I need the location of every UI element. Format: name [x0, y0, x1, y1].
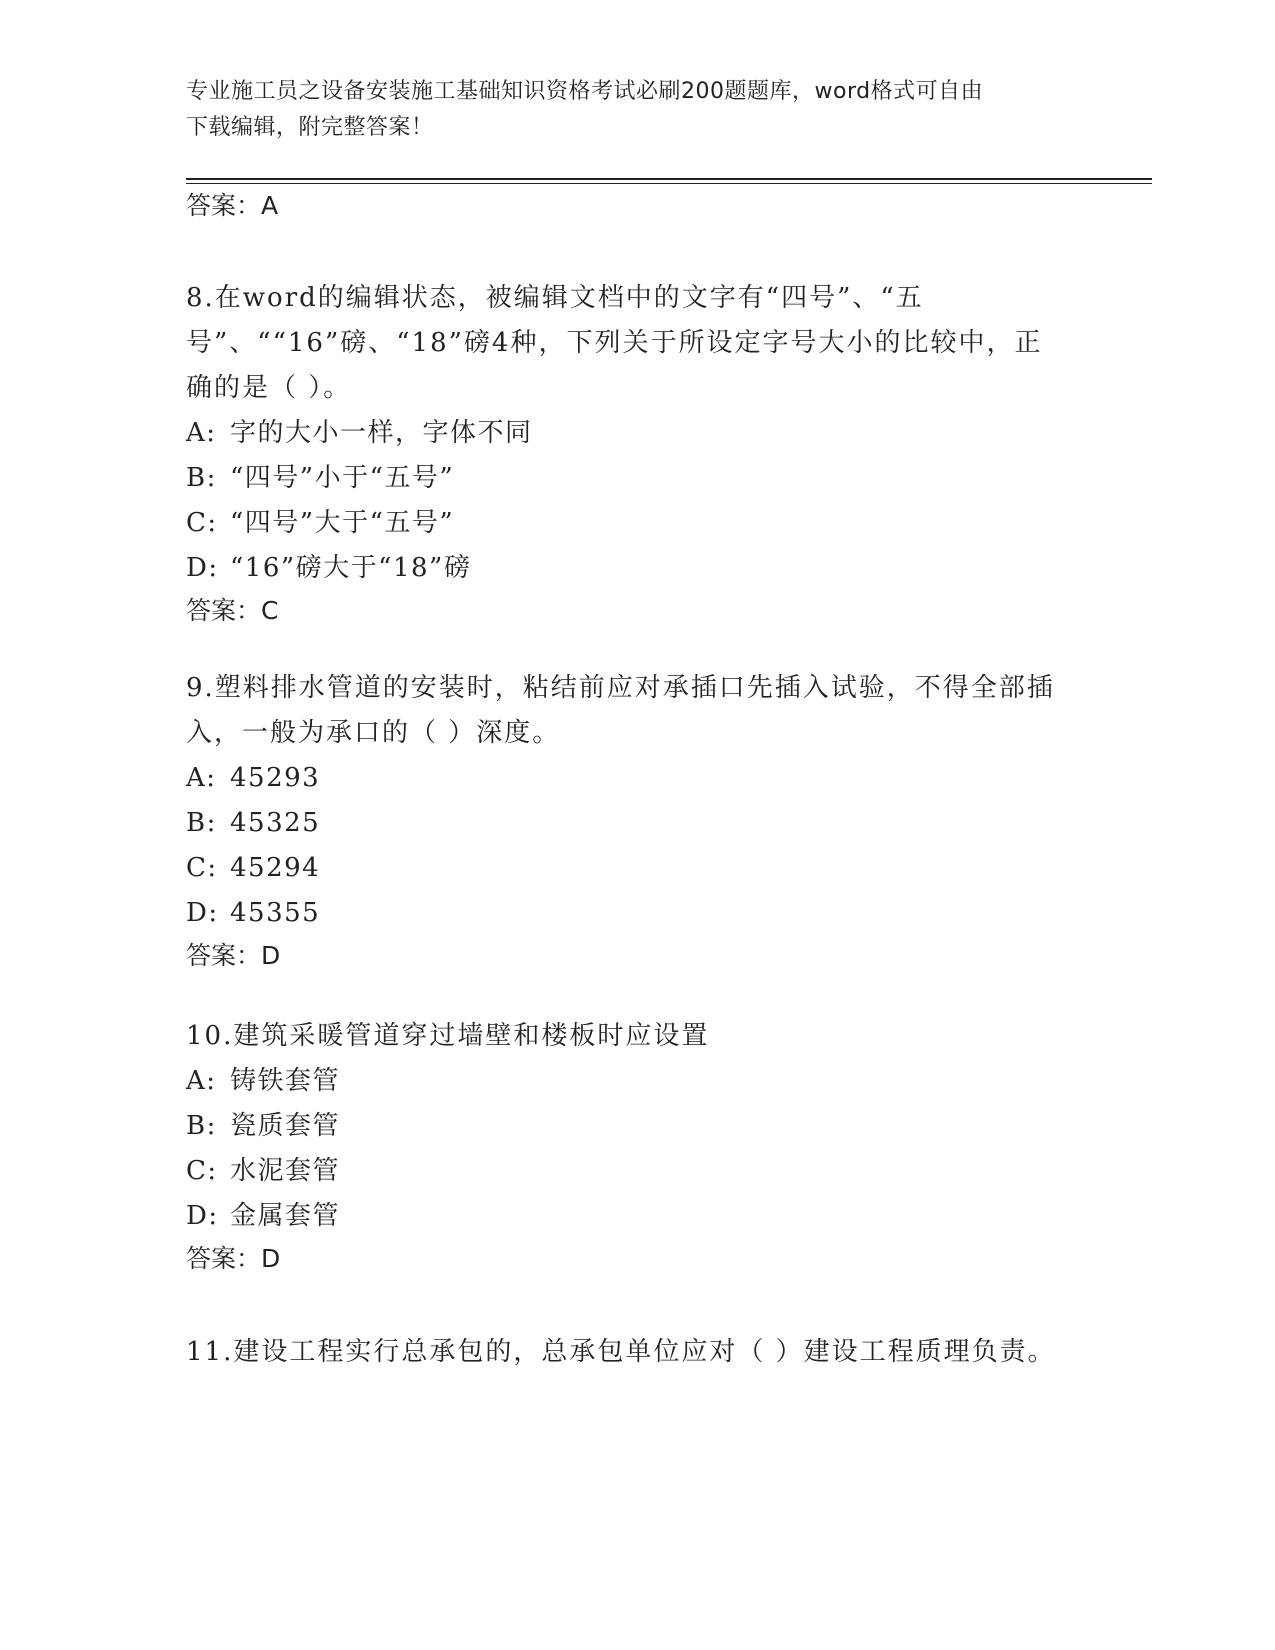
- question-8: [186, 276, 1066, 631]
- question-text: 9.塑料排水管道的安装时，粘结前应对承插口先插入试验，不得全部插入，一般为承口的（ ）深度。: [186, 673, 1055, 748]
- option-text: 45355: [230, 898, 321, 928]
- option-text: “四号”大于“五号”: [230, 508, 455, 538]
- option-b: [186, 1104, 1066, 1149]
- document-header: [186, 74, 1066, 146]
- option-text: 45293: [230, 763, 321, 793]
- answer-label: 答案：D: [186, 1244, 281, 1273]
- question-10: [186, 1014, 1066, 1279]
- option-a: [186, 411, 1066, 456]
- option-key: B:: [186, 808, 217, 838]
- option-key: B:: [186, 463, 217, 493]
- option-text: “四号”小于“五号”: [230, 463, 455, 493]
- option-key: C:: [186, 1156, 218, 1186]
- option-key: A:: [186, 1066, 217, 1096]
- option-key: A:: [186, 763, 217, 793]
- option-text: 水泥套管: [230, 1156, 341, 1186]
- option-text: 铸铁套管: [230, 1066, 341, 1096]
- option-text: 45294: [230, 853, 321, 883]
- option-text: 45325: [230, 808, 321, 838]
- option-d: [186, 891, 1066, 936]
- option-c: [186, 501, 1066, 546]
- option-key: C:: [186, 853, 218, 883]
- header-divider-thin: [186, 183, 1152, 184]
- option-key: D:: [186, 553, 219, 583]
- header-divider: [186, 178, 1152, 180]
- option-key: A:: [186, 418, 217, 448]
- question-9: [186, 666, 1066, 976]
- option-b: [186, 801, 1066, 846]
- answer-label: 答案：C: [186, 596, 279, 625]
- option-key: D:: [186, 898, 219, 928]
- header-line-2: 下载编辑，附完整答案！: [186, 115, 434, 140]
- option-c: [186, 1149, 1066, 1194]
- option-key: D:: [186, 1201, 219, 1231]
- option-d: [186, 546, 1066, 591]
- question-11: [186, 1330, 1066, 1375]
- header-line-1: 专业施工员之设备安装施工基础知识资格考试必刷200题题库，word格式可自由: [186, 79, 984, 104]
- option-text: 字的大小一样，字体不同: [230, 418, 533, 448]
- answer-label: 答案：D: [186, 941, 281, 970]
- option-key: B:: [186, 1111, 217, 1141]
- answer-label: 答案：A: [186, 191, 279, 220]
- question-text: 8.在word的编辑状态，被编辑文档中的文字有“四号”、“五号”、““16”磅、“18”磅4种，下列关于所设定字号大小的比较中，正确的是（ ）。: [186, 283, 1043, 403]
- option-key: C:: [186, 508, 218, 538]
- question-text: 11.建设工程实行总承包的，总承包单位应对（ ）建设工程质理负责。: [186, 1337, 1056, 1367]
- option-c: [186, 846, 1066, 891]
- option-text: 金属套管: [230, 1201, 341, 1231]
- option-text: 瓷质套管: [230, 1111, 341, 1141]
- option-a: [186, 756, 1066, 801]
- option-d: [186, 1194, 1066, 1239]
- option-a: [186, 1059, 1066, 1104]
- question-text: 10.建筑采暖管道穿过墙壁和楼板时应设置: [186, 1021, 710, 1051]
- option-b: [186, 456, 1066, 501]
- previous-answer: [186, 186, 1066, 226]
- option-text: “16”磅大于“18”磅: [230, 553, 472, 583]
